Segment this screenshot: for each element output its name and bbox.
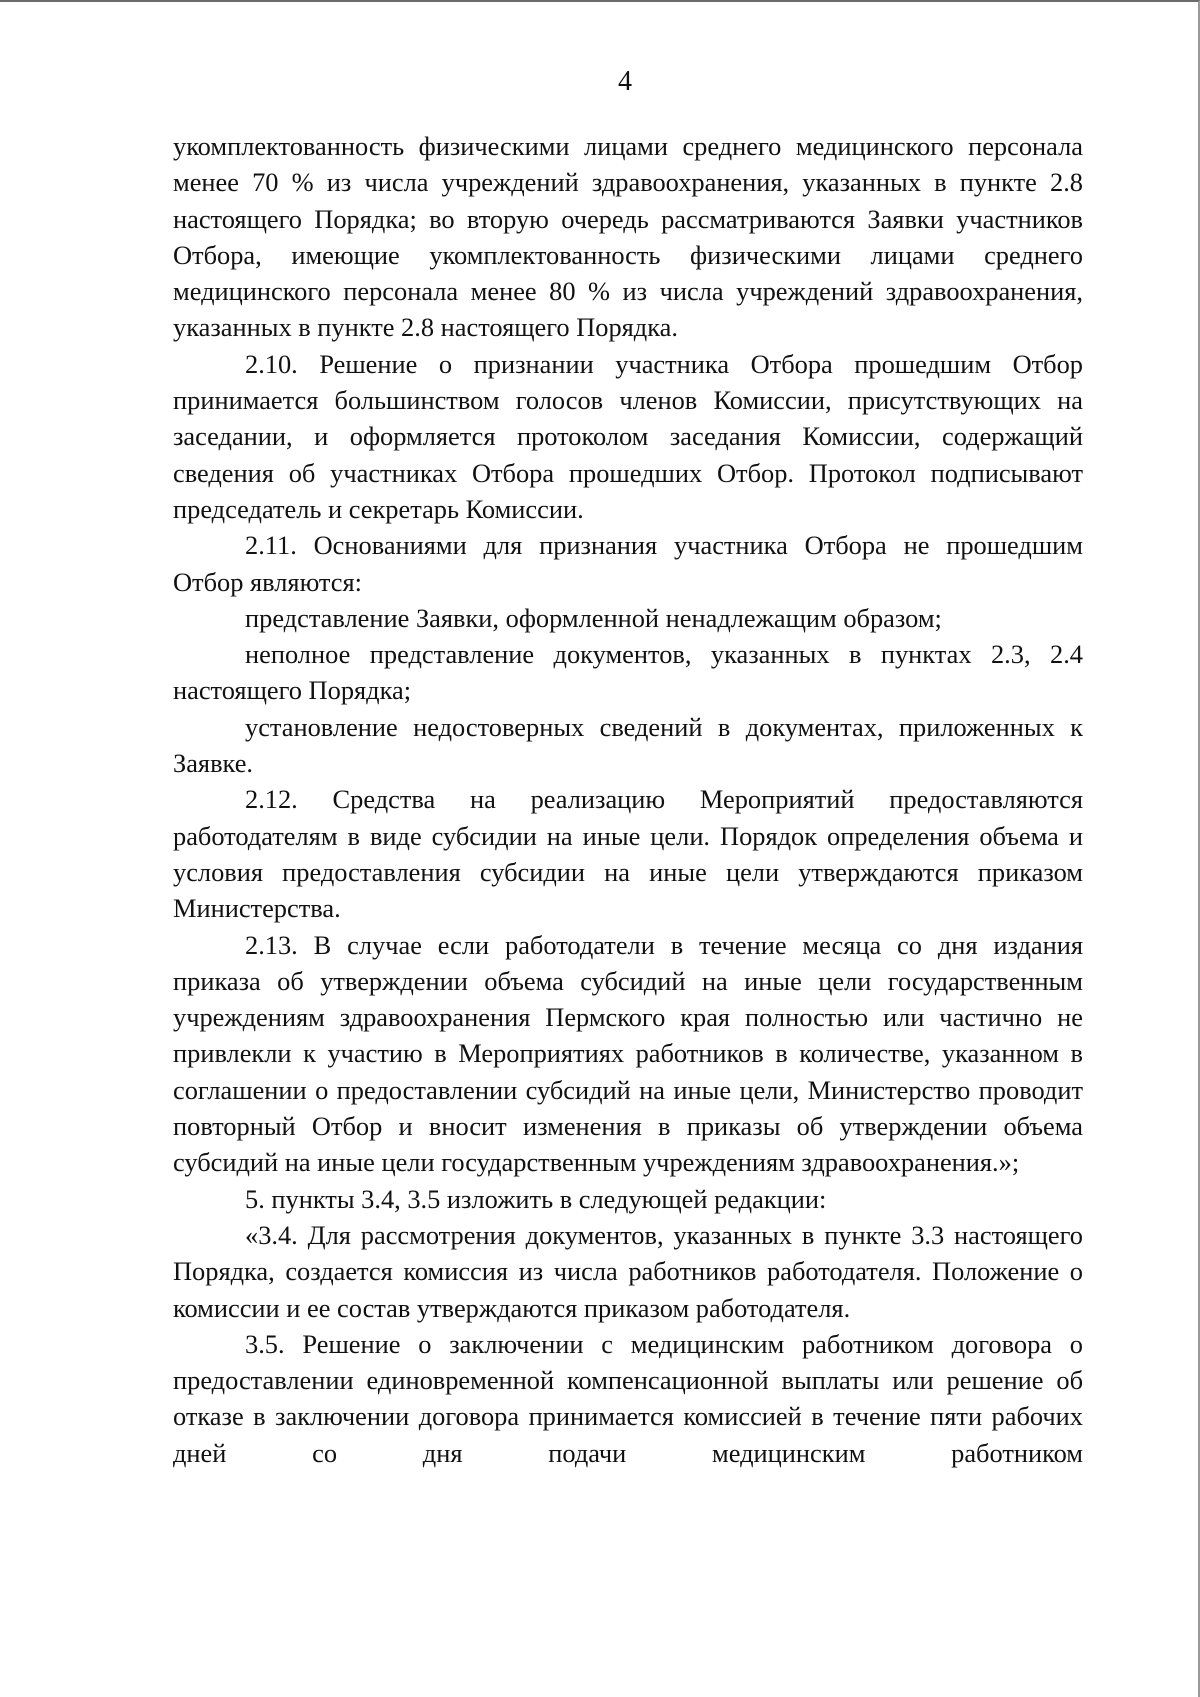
- paragraph-2-13: 2.13. В случае если работодатели в течение месяца со дня издания приказа об утверждении объема субсидий на иные цели государственным учреждениям здравоохранения Пермского края полностью или частично не привлекли к участию в Мероприятиях работников в количестве, указанном в соглашении о предоставлении субсидий на иные цели, Министерство проводит повторный Отбор и вносит изменения в приказы об утверждении объема субсидий на иные цели государственным учреждениям здравоохранения.»;: [173, 929, 1083, 1178]
- paragraph-item-5: 5. пункты 3.4, 3.5 изложить в следующей редакции:: [245, 1183, 827, 1214]
- list-item-incomplete-documents: неполное представление документов, указанных в пунктах 2.3, 2.4 настоящего Порядка;: [173, 639, 1083, 706]
- paragraph-3-5: 3.5. Решение о заключении с медицинским работником договора о предоставлении единовременной компенсационной выплаты или решение об отказе в заключении договора принимается комиссией в течение пяти рабочих дней со дня подачи медицинским работником: [173, 1328, 1083, 1468]
- paragraph-2-12: 2.12. Средства на реализацию Мероприятий предоставляются работодателям в виде субсидии на иные цели. Порядок определения объема и условия предоставления субсидии на иные цели утверждаются приказом Министерства.: [173, 784, 1083, 924]
- page-number: 4: [618, 66, 632, 97]
- list-item-improper-application: представление Заявки, оформленной ненадлежащим образом;: [245, 602, 942, 633]
- list-item-false-information: установление недостоверных сведений в документах, приложенных к Заявке.: [173, 711, 1083, 779]
- paragraph-2-11: 2.11. Основаниями для признания участника Отбора не прошедшим Отбор являются:: [173, 530, 1083, 597]
- paragraph-staffing-priority: укомплектованность физическими лицами среднего медицинского персонала менее 70 % из числа учреждений здравоохранения, указанных в пункте 2.8 настоящего Порядка; во вторую очередь рассматриваются Заявки участников Отбора, имеющие укомплектованность физическими лицами среднего медицинского персонала менее 80 % из числа учреждений здравоохранения, указанных в пункте 2.8 настоящего Порядка.: [173, 131, 1083, 343]
- document-body: [173, 128, 1083, 1471]
- paragraph-3-4: «3.4. Для рассмотрения документов, указанных в пункте 3.3 настоящего Порядка, создается комиссия из числа работников работодателя. Положение о комиссии и ее состав утверждаются приказом работодателя.: [173, 1219, 1083, 1323]
- paragraph-2-10: 2.10. Решение о признании участника Отбора прошедшим Отбор принимается большинством голосов членов Комиссии, присутствующих на заседании, и оформляется протоколом заседания Комиссии, содержащий сведения об участниках Отбора прошедших Отбор. Протокол подписывают председатель и секретарь Комиссии.: [173, 348, 1083, 524]
